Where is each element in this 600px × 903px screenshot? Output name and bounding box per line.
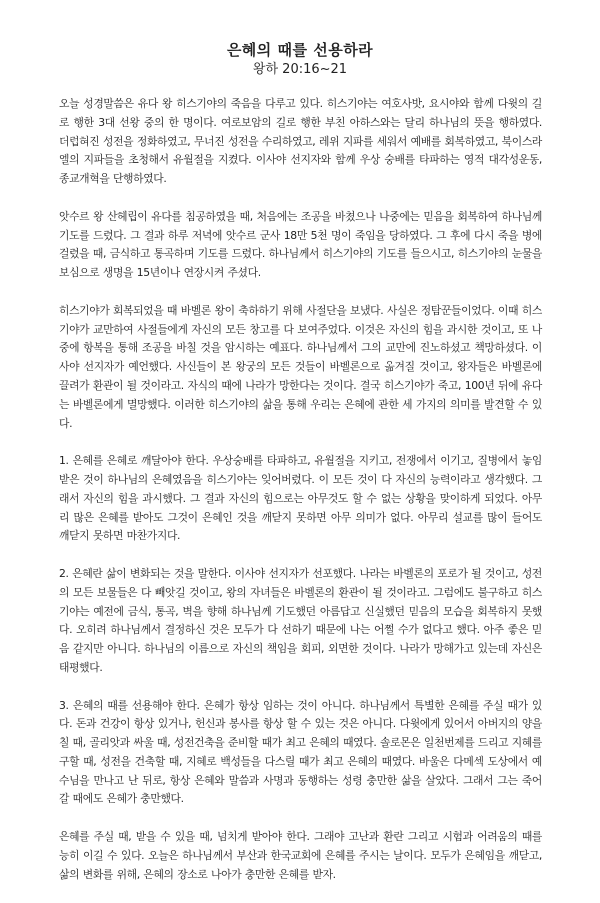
paragraph-point-3: 3. 은혜의 때를 선용해야 한다. 은혜가 항상 임하는 것이 아니다. 하나님께서 특별한 은혜를 주실 때가 있다. 돈과 건강이 항상 있거나, 헌신과 봉사를 항상 할 수 있는 것은 아니다. 다윗에게 있어서 아버지의 양을 칠 때, 골리앗과 싸울 때, 성전건축을 준비할 때가 최고 은혜의 때였다. 솔로몬은 일천번제를 드리고 지혜를 구할 때, 성전을 건축할 때, 지혜로 백성들을 다스릴 때가 최고 은혜의 때였다. 바울은 다메섹 도상에서 예수님을 만나고 난 뒤로, 항상 은혜와 말씀과 사명과 동행하는 성령 충만한 삶을 살았다. 그래서 그는 죽어갈 때에도 은혜가 충만했다. — [59, 698, 542, 806]
paragraph-babylon-envoys: 히스기야가 회복되었을 때 바벨론 왕이 축하하기 위해 사절단을 보냈다. 사실은 정탐꾼들이었다. 이때 히스기야가 교만하여 사절들에게 자신의 모든 창고를 다 보여주었다. 이것은 자신의 힘을 과시한 것이고, 또 나중에 항복을 통해 조공을 바칠 것을 암시하는 예표다. 하나님께서 그의 교만에 진노하셨고 책망하셨다. 이사야 선지자가 예언했다. 사신들이 본 왕궁의 모든 것들이 바벨론으로 옮겨질 것이고, 왕자들은 바벨론에 끌려가 환관이 될 것이라고. 자식의 때에 나라가 망한다는 것이다. 결국 히스기야가 죽고, 100년 뒤에 유다는 바벨론에게 멸망했다. 이러한 히스기야의 삶을 통해 우리는 은혜에 관한 세 가지의 의미를 발견할 수 있다. — [59, 303, 542, 430]
title-block — [0, 40, 600, 79]
scripture-reference: 왕하 20:16~21 — [252, 62, 348, 77]
sermon-body — [59, 95, 542, 903]
paragraph-point-1: 1. 은혜를 은혜로 깨달아야 한다. 우상숭배를 타파하고, 유월절을 지키고, 전쟁에서 이기고, 질병에서 놓임 받은 것이 하나님의 은혜였음을 히스기야는 잊어버렸다. 이 모든 것이 다 자신의 능력이라고 생각했다. 그래서 자신의 힘을 과시했다. 그 결과 자신의 힘으로는 아무것도 할 수 없는 상황을 맞이하게 되었다. 아무리 많은 은혜를 받아도 그것이 은혜인 것을 깨닫지 못하면 아무 의미가 없다. 아무리 설교를 많이 들어도 깨닫지 못하면 마찬가지다. — [59, 454, 542, 543]
paragraph-sennacherib: 앗수르 왕 산헤립이 유다를 침공하였을 때, 처음에는 조공을 바쳤으나 나중에는 믿음을 회복하여 하나님께 기도를 드렸다. 그 결과 하루 저녁에 앗수르 군사 18만 5천 명이 죽임을 당하였다. 그 후에 다시 죽을 병에 걸렸을 때, 금식하고 통곡하며 기도를 드렸다. 하나님께서 히스기야의 기도를 들으시고, 히스기야의 눈물을 보심으로 생명을 15년이나 연장시켜 주셨다. — [59, 209, 542, 280]
paragraph-point-2: 2. 은혜란 삶이 변화되는 것을 말한다. 이사야 선지자가 선포했다. 나라는 바벨론의 포로가 될 것이고, 성전의 모든 보물들은 다 빼앗길 것이고, 왕의 자녀들은 바벨론의 환관이 될 것이라고. 그럼에도 불구하고 히스기야는 예전에 금식, 통곡, 벽을 향해 하나님께 기도했던 아름답고 신실했던 믿음의 모습을 회복하지 못했다. 오히려 하나님께서 결정하신 것은 모두가 다 선하기 때문에 나는 어쩔 수가 없다고 했다. 아주 좋은 믿음 같지만 아니다. 하나님의 이름으로 자신의 책임을 회피, 외면한 것이다. 나라가 망해가고 있는데 자신은 태평했다. — [59, 566, 542, 674]
paragraph-conclusion: 은혜를 주실 때, 받을 수 있을 때, 넘치게 받아야 한다. 그래야 고난과 환란 그리고 시험과 어려움의 때를 능히 이길 수 있다. 오늘은 하나님께서 부산과 한국교회에 은혜를 주시는 날이다. 모두가 은혜임을 깨닫고, 삶의 변화를 위해, 은혜의 장소로 나아가 충만한 은혜를 받자. — [59, 830, 542, 881]
page-title: 은혜의 때를 선용하라 — [226, 41, 374, 59]
paragraph-intro: 오늘 성경말씀은 유다 왕 히스기야의 죽음을 다루고 있다. 히스기야는 여호사밧, 요시야와 함께 다윗의 길로 행한 3대 선왕 중의 한 명이다. 여로보암의 길로 행한 부친 아하스와는 달리 하나님의 뜻을 행하였다. 더럽혀진 성전을 정화하였고, 무너진 성전을 수리하였고, 레위 지파를 세워서 예배를 회복하였고, 북이스라엘의 지파들을 초청해서 유월절을 지켰다. 이사야 선지자와 함께 우상 숭배를 타파하는 영적 대각성운동, 종교개혁을 단행하였다. — [59, 97, 542, 186]
